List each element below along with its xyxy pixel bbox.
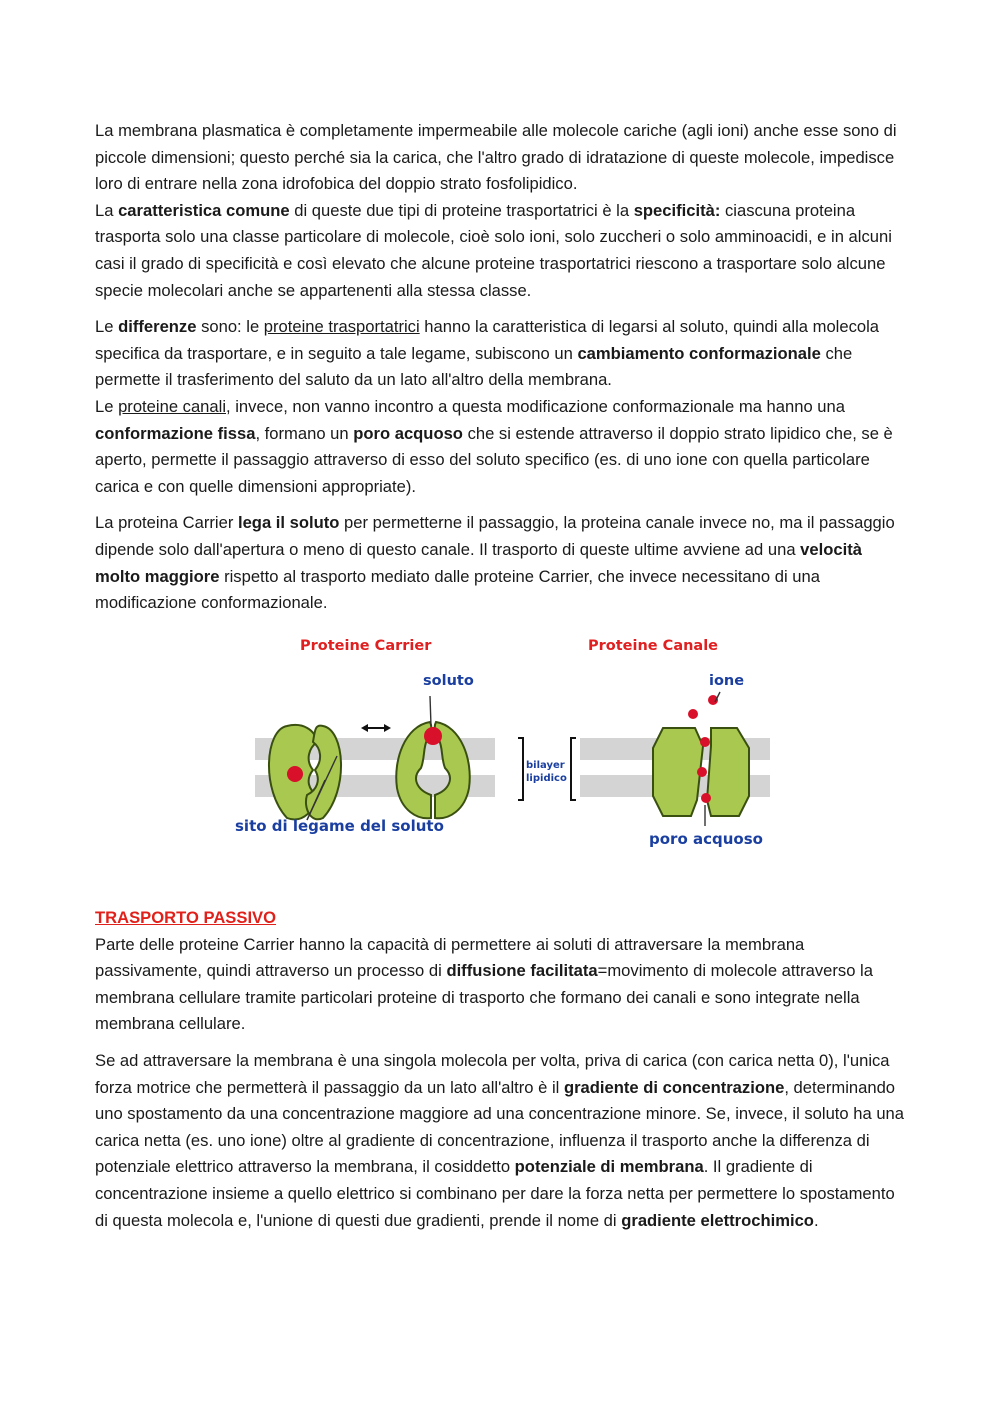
text-run: poro acquoso [353,423,463,443]
text-run: , formano un [255,423,354,443]
entering-solute [424,727,442,745]
ion-3 [700,737,710,747]
text-run: gradiente elettrochimico [621,1210,814,1230]
channel-protein [653,695,749,816]
text-run: Se ad attraversare la membrana è una singola molecola per volta, priva di carica (con carica netta 0), l'unica forza motrice che permetterà il passaggio da un lato all'altro è il [95,1050,890,1097]
ion-1 [688,709,698,719]
text-run: rispetto al trasporto mediato dalle proteine Carrier, che invece necessitano di una modificazione conformazionale. [95,566,820,613]
text-run: gradiente di concentrazione [563,1077,785,1097]
text-run: . [813,1210,819,1230]
text-run: diffusione facilitata [446,961,598,981]
document-body [95,118,910,627]
bound-solute [287,766,303,782]
text-run: velocità molto maggiore [95,539,862,586]
section-heading-passive-transport: TRASPORTO PASSIVO [95,908,277,927]
text-run: di queste due tipi di proteine trasportatrici è la [289,200,634,220]
label-bilayer: bilayer [526,760,565,771]
label-lipidico: lipidico [526,773,567,784]
figure-title-carrier: Proteine Carrier [300,638,432,654]
text-run: che permette il trasferimento del saluto da un lato all'altro della membrana. [95,343,853,390]
paragraph-membrane-impermeability [95,118,910,304]
text-run: hanno la caratteristica di legarsi al soluto, quindi alla molecola specifica da trasportare, e in seguito a tale legame, subiscono un [95,317,880,363]
carrier-protein-state-1 [269,725,341,819]
label-soluto: soluto [423,673,474,689]
text-run: proteine canali [118,396,227,416]
label-binding-site: sito di legame del soluto [235,817,444,835]
text-run: caratteristica comune [118,200,290,220]
paragraph-facilitated-diffusion [95,932,910,1038]
label-ione: ione [709,673,745,689]
text-run: conformazione fissa [95,423,256,443]
paragraph-carrier-vs-channel [95,510,910,616]
pointer-soluto [430,696,431,726]
text-run: ciascuna proteina trasporta solo una classe particolare di molecole, cioè solo ioni, solo zuccheri o solo amminoacidi, e in alcuni casi il grado di specificità e così elevato che alcune proteine trasportatrici riescono a trasportare solo alcune specie molecolari anche se appartenenti alla stessa classe. [95,200,892,300]
ion-5 [701,793,711,803]
text-run: lega il soluto [237,513,340,533]
text-run: La membrana plasmatica è completamente impermeabile alle molecole cariche (agli ioni) anche esse sono di piccole dimensioni; questo perché sia la carica, che l'altro grado di idratazione di queste molecole, impedisce loro di entrare nella zona idrofobica del doppio strato fosfolipidico. [95,121,897,194]
text-run: che si estende attraverso il doppio strato lipidico che, se è aperto, permette il passaggio attraverso di esso del soluto specifico (es. di uno ione con quella particolare carica e con quelle dimensioni appropriate). [95,423,893,496]
text-run: specificità: [633,200,721,220]
text-run: =movimento di molecole attraverso la membrana cellulare tramite particolari proteine di trasporto che formano dei canali e sono integrate nella membrana cellulare. [95,961,873,1034]
conformational-change-arrow-icon [361,724,391,732]
text-run: Le [95,317,119,337]
text-run: per permetterne il passaggio, la proteina canale invece no, ma il passaggio dipende solo dall'apertura o meno di questo canale. Il trasporto di queste ultime avviene ad una [95,513,895,559]
text-run: proteine trasportatrici [263,317,420,337]
document-body-section-2 [95,905,910,1244]
text-run: Parte delle proteine Carrier hanno la capacità di permettere ai soluti di attraversare la membrana passivamente, quindi attraverso un processo di [95,934,805,981]
text-run: La [95,200,119,220]
text-run: . Il gradiente di concentrazione insieme a quello elettrico si combinano per dare la forza netta per permettere lo spostamento di questa molecola e, l'unione di questi due gradienti, prende il nome di [95,1157,895,1230]
text-run: differenze [118,317,197,337]
label-aqueous-pore: poro acquoso [649,830,763,848]
text-run: Le [95,396,119,416]
paragraph-differences [95,314,910,500]
figure-title-channel: Proteine Canale [588,638,719,654]
ion-4 [697,767,707,777]
carrier-protein-state-2 [396,722,470,818]
carrier-channel-figure [225,630,785,860]
text-run: La proteina Carrier [95,513,238,533]
text-run: , invece, non vanno incontro a questa modificazione conformazionale ma hanno una [226,396,845,416]
paragraph-electrochemical-gradient [95,1048,910,1234]
text-run: cambiamento conformazionale [577,343,821,363]
figure-svg [225,630,785,860]
text-run: sono: le [196,317,264,337]
text-run: , determinando uno spostamento da una concentrazione maggiore ad una concentrazione minore. Se, invece, il soluto ha una carica netta (es. uno ione) oltre al gradiente di concentrazione, influenza il trasporto anche la differenza di potenziale elettrico attraverso la membrana, il cosiddetto [95,1077,905,1177]
text-run: potenziale di membrana [514,1157,704,1177]
